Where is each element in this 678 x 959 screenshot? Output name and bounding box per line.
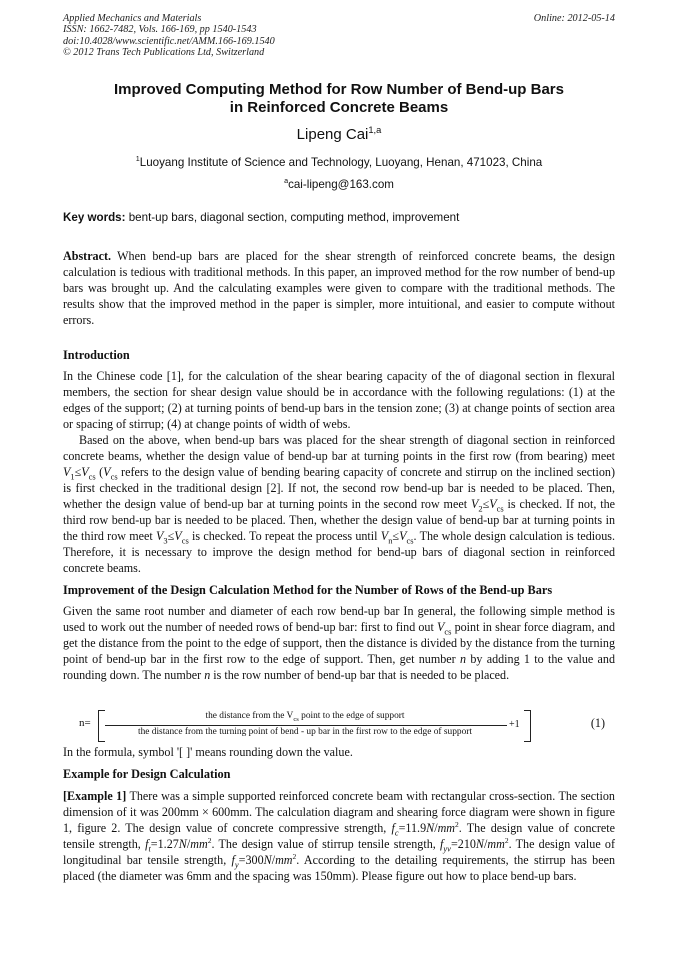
online-date: Online: 2012-05-14: [533, 13, 615, 24]
author: [63, 126, 615, 143]
title-line-2: in Reinforced Concrete Beams: [229, 99, 449, 116]
example-body: [63, 788, 615, 884]
improvement-heading: Improvement of the Design Calculation Method for the Number of Rows of the Bend-up Bars: [63, 583, 553, 597]
copyright-line: © 2012 Trans Tech Publications Ltd, Switzerland: [63, 47, 265, 59]
issn-line: ISSN: 1662-7482, Vols. 166-169, pp 1540-1543: [63, 24, 257, 36]
example-paragraph: [Example 1] There was a simple supported reinforced concrete beam with rectangular cross-section. The section dimension of it was 200mm × 600mm. The calculation diagram and shearing force diagram were shown in figure 1, figure 2. The design value of concrete compressive strength, $f_c=11.9N/mm^2$. The design value of concrete tensile strength, $f_t=1.27N/mm^2$. The design value of stirrup tensile strength, $f_{yv}=210N/mm^2$. The design value of longitudinal bar tensile strength, $f_y=300N/mm^2$. According to the detailing requirements, the stirrup has been placed (the diameter was 6mm and the spacing was 150mm). Please figure out how to place bend-up bars.: [63, 789, 616, 883]
equation-denominator: the distance from the turning point of bend - up bar in the first row to the edge of support: [137, 727, 473, 737]
keywords-text: bent-up bars, diagonal section, computing method, improvement: [125, 211, 460, 224]
example-label: [Example 1]: [63, 789, 127, 803]
keywords: [63, 211, 615, 224]
abstract-label: Abstract.: [63, 249, 112, 263]
author-name: Lipeng Cai: [296, 126, 369, 143]
fraction-bar: [105, 725, 507, 726]
doi-line: doi:10.4028/www.scientific.net/AMM.166-169.1540: [63, 35, 275, 47]
improvement-paragraph: Given the same root number and diameter of each row bend-up bar In general, the following simple method is used to work out the number of needed rows of bend-up bar: first to find out $V_{cs}$ point in shear force diagram, and get the distance from the point to the edge of support, then the distance is divided by the distance from the turning point of bend-up bar in the first row to the edge of support. Then, get number n by adding 1 to the value and rounding down. The number n is the row number of bend-up bar that is needed to be placed.: [63, 604, 615, 682]
equation-lhs: n=: [79, 717, 91, 729]
example-heading: Example for Design Calculation: [63, 767, 231, 781]
journal-name: Applied Mechanics and Materials: [63, 13, 202, 24]
equation-numerator: the distance from the $V_{cs}$ point to the edge of support: [205, 711, 405, 723]
author-marks: 1,a: [368, 125, 382, 135]
affiliation-text: Luoyang Institute of Science and Technology, Luoyang, Henan, 471023, China: [139, 156, 543, 169]
keywords-label: Key words:: [63, 211, 126, 224]
introduction-body: [63, 368, 615, 576]
floor-bracket-right: [524, 710, 531, 742]
introduction-heading: Introduction: [63, 348, 130, 362]
paper-title: [63, 81, 615, 117]
abstract: [63, 248, 615, 328]
improvement-body: [63, 603, 615, 683]
abstract-text: When bend-up bars are placed for the shear strength of reinforced concrete beams, the design calculation is tedious with traditional methods. In this paper, an improved method for the row number of bend-up bars was brought up. And the calculating examples were given to compare with the traditional methods. The results show that the improved method in the paper is simpler, more intuitional, and easier to compute without errors.: [63, 249, 615, 327]
floor-bracket-left: [98, 710, 105, 742]
equation-plus-one: +1: [509, 719, 520, 730]
equation-1: [63, 708, 615, 744]
title-line-1: Improved Computing Method for Row Number of Bend-up Bars: [114, 81, 564, 98]
intro-paragraph-1: In the Chinese code [1], for the calculation of the shear bearing capacity of the of diagonal section in flexural members, the section for shear design value should be in accordance with the following regulations: (1) at the edges of the support; (2) at turning points of bend-up bars in the tension zone; (3) at change points of section area or spacing of stirrup; (4) at change points of width of webs.: [63, 369, 615, 431]
author-email: [63, 178, 615, 191]
formula-note: In the formula, symbol '[ ]' means rounding down the value.: [63, 745, 353, 759]
intro-paragraph-2: Based on the above, when bend-up bars was placed for the shear strength of diagonal section in reinforced concrete beams, whether the design value of bend-up bar at turning points in the first row (from bearing) meet $V_1\le V_{cs}$ ($V_{cs}$ refers to the design value of bending bearing capacity of concrete and stirrup on the inclined section) is first checked in the traditional design [2]. If not, the second row bend-up bar is needed to be placed. Then, whether the design value of bend-up bar at turning points in the second row meet $V_2\le V_{cs}$ is checked. If not, the third row bend-up bar is needed to be placed. Then, whether the design value of bend-up bar at turning points in the third row meet $V_3\le V_{cs}$ is checked. To repeat the process until $V_n\le V_{cs}$. The whole design calculation is tedious. Therefore, it is necessary to improve the design method for bend-up bars of diagonal section in reinforced concrete beams.: [63, 433, 615, 575]
email-text: cai-lipeng@163.com: [288, 178, 394, 191]
affiliation-mark: 1: [135, 154, 140, 164]
page-header: [63, 13, 615, 59]
email-mark: a: [284, 176, 289, 186]
affiliation: [63, 156, 615, 169]
equation-number: (1): [590, 716, 605, 730]
